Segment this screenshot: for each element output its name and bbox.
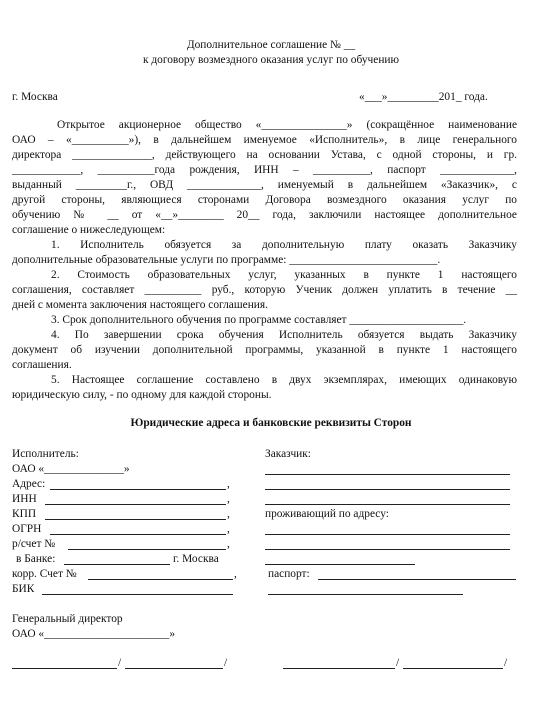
preamble-line: соглашение о нижеследующем: (12, 224, 166, 236)
preamble-line: выданный _________г., ОВД _____________, именуемый в дальнейшем «Заказчик», с (12, 179, 517, 191)
executor-bank-city: г. Москва (173, 553, 219, 565)
clause-line: 1. Исполнитель обязуется за дополнительную плату оказать Заказчику (51, 239, 517, 251)
comma: , (234, 568, 237, 580)
signature-slash: / (118, 657, 122, 669)
comma: , (227, 493, 230, 505)
document-title: Дополнительное соглашение № __ (186, 39, 356, 51)
signature-oao: ОАО «______________________» (12, 628, 176, 640)
date-label: «___»_________201_ года. (359, 91, 488, 103)
address-fill-line (50, 489, 226, 490)
customer-name-line (403, 668, 503, 669)
passport-fill-line (318, 579, 516, 580)
customer-fill-line (265, 504, 510, 505)
bank-fill-line (64, 564, 170, 565)
executor-heading: Исполнитель: (12, 448, 79, 460)
clause-line: 3. Срок дополнительного обучения по программе составляет ____________________. (51, 314, 467, 326)
executor-name-line (125, 668, 223, 669)
document-subtitle: к договору возмездного оказания услуг по обучению (142, 54, 400, 66)
comma: , (227, 523, 230, 535)
executor-bank-label: в Банке: (16, 553, 56, 565)
customer-fill-line (265, 474, 510, 475)
executor-bik-label: БИК (12, 583, 35, 595)
requisites-title: Юридические адреса и банковские реквизиты Сторон (130, 417, 412, 429)
clause-line: 5. Настоящее соглашение составлено в двух экземплярах, имеющих одинаковую (51, 374, 517, 386)
executor-kpp-label: КПП (12, 508, 37, 520)
preamble-line: обучению № __ от «__»________ 20__ года, заключили настоящее дополнительное (12, 209, 517, 221)
preamble-line: ОАО – «__________»), в дальнейшем именуемое «Исполнитель», в лице генерального (12, 134, 517, 146)
corr-fill-line (88, 579, 233, 580)
customer-passport-label: паспорт: (268, 568, 310, 580)
executor-corr-label: корр. Счет № (12, 568, 77, 580)
comma: , (227, 508, 230, 520)
signature-slash: / (396, 657, 400, 669)
preamble-line: другой стороны, являющиеся сторонами Договора возмездного оказания услуг по (12, 194, 517, 206)
preamble-line: директора ______________, действующего на основании Устава, с одной стороны, и гр. (12, 149, 517, 161)
city-label: г. Москва (12, 91, 58, 103)
clause-line: соглашения, составляет __________ руб., которую Ученик должен уплатить в течение __ (12, 284, 517, 296)
comma: , (227, 478, 230, 490)
comma: , (227, 538, 230, 550)
customer-fill-line (265, 489, 510, 490)
customer-residing-label: проживающий по адресу: (265, 508, 389, 520)
preamble-line: ____________, __________года рождения, ИНН – __________, паспорт _____________, (12, 164, 517, 176)
account-fill-line (68, 549, 226, 550)
bik-fill-line (42, 594, 233, 595)
signature-slash: / (504, 657, 508, 669)
customer-fill-line (265, 549, 510, 550)
clause-line: соглашения. (12, 359, 72, 371)
customer-signature-line (283, 668, 395, 669)
signature-role: Генеральный директор (12, 613, 123, 625)
customer-fill-line (265, 534, 510, 535)
ogrn-fill-line (50, 534, 226, 535)
clause-line: 2. Стоимость образовательных услуг, указанных в пункте 1 настоящего (51, 269, 517, 281)
executor-ogrn-label: ОГРН (12, 523, 42, 535)
preamble-line: Открытое акционерное общество «_______________» (сокращённое наименование (57, 119, 517, 131)
clause-line: 4. По завершении срока обучения Исполнитель обязуется выдать Заказчику (51, 329, 517, 341)
customer-heading: Заказчик: (265, 448, 311, 460)
executor-signature-line (12, 668, 117, 669)
inn-fill-line (45, 504, 226, 505)
clause-line: дней с момента заключения настоящего соглашения. (12, 299, 268, 311)
executor-inn-label: ИНН (12, 493, 37, 505)
customer-fill-line (268, 594, 463, 595)
executor-oao: ОАО «______________» (12, 463, 130, 475)
kpp-fill-line (45, 519, 226, 520)
clause-line: дополнительные образовательные услуги по программе: __________________________. (12, 254, 441, 266)
clause-line: документ об изучении дополнительной программы, указанной в пункте 1 настоящего (12, 344, 517, 356)
clause-line: юридическую силу, - по одному для каждой стороны. (12, 389, 272, 401)
customer-fill-line (265, 564, 415, 565)
executor-address-label: Адрес: (12, 478, 46, 490)
executor-account-label: р/счет № (12, 538, 56, 550)
signature-slash: / (224, 657, 228, 669)
